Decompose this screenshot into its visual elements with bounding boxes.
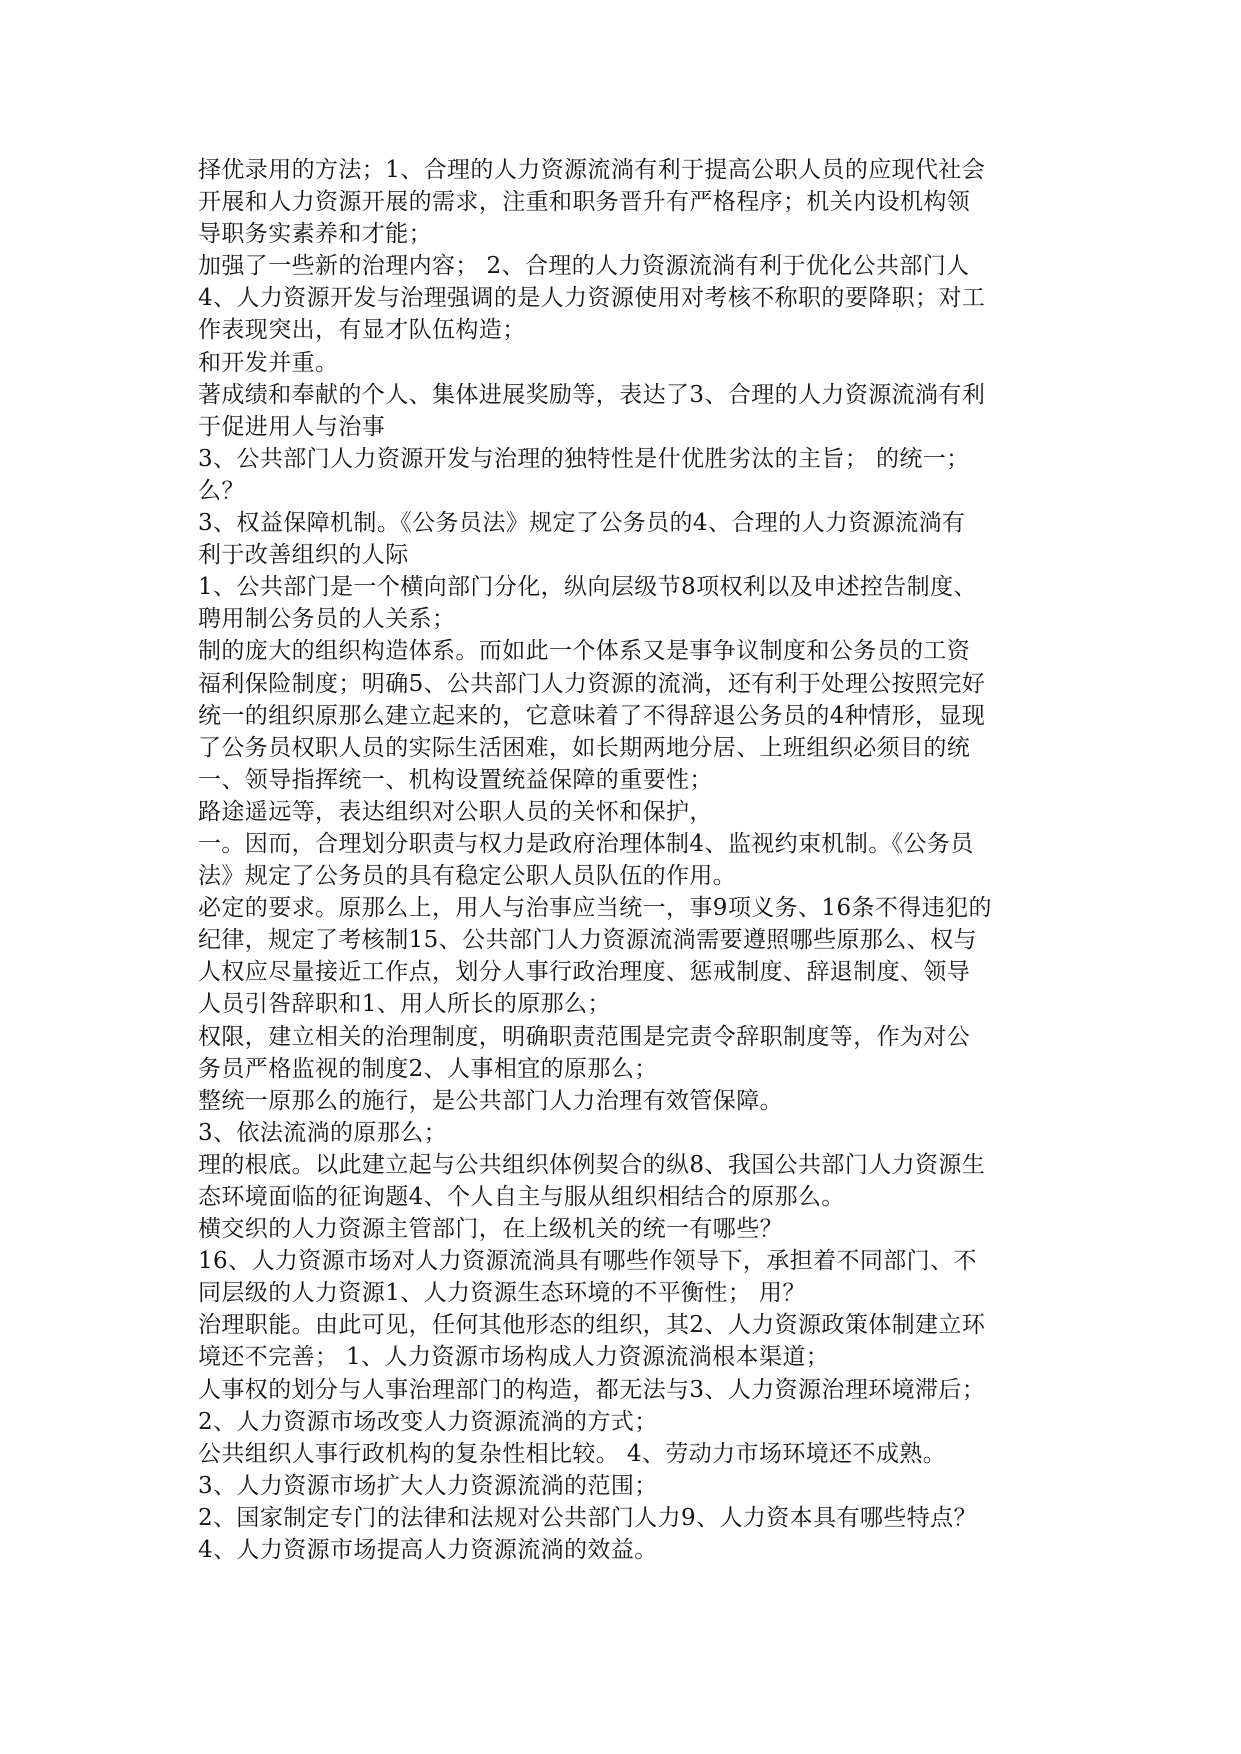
- text-line: 一、领导指挥统一、机构设置统益保障的重要性；: [198, 766, 713, 793]
- text-line: 人员引咎辞职和1、用人所长的原那么；: [198, 991, 611, 1018]
- text-line: 于促进用人与治事: [198, 413, 386, 440]
- text-line: 制的庞大的组织构造体系。而如此一个体系又是事争议制度和公务员的工资: [198, 638, 971, 665]
- text-line: 人事权的划分与人事治理部门的构造，都无法与3、人力资源治理环境滞后；: [198, 1376, 986, 1403]
- text-line: 16、人力资源市场对人力资源流淌具有哪些作领导下，承担着不同部门、不: [198, 1248, 977, 1275]
- text-line: 开展和人力资源开展的需求，注重和职务晋升有严格程序；机关内设机构领: [198, 189, 971, 216]
- text-line: 路途遥远等，表达组织对公职人员的关怀和保护，: [198, 798, 713, 825]
- text-line: 人权应尽量接近工作点，划分人事行政治理度、惩戒制度、辞退制度、领导: [198, 959, 971, 986]
- text-line: 2、国家制定专门的法律和法规对公共部门人力9、人力资本具有哪些特点？: [198, 1504, 977, 1531]
- text-line: 择优录用的方法；1、合理的人力资源流淌有利于提高公职人员的应现代社会: [198, 157, 986, 183]
- text-line: 理的根底。以此建立起与公共组织体例契合的纵8、我国公共部门人力资源生: [198, 1151, 986, 1178]
- text-line: 聘用制公务员的人关系；: [198, 606, 456, 633]
- text-line: 公共组织人事行政机构的复杂性相比较。 4、劳动力市场环境还不成熟。: [198, 1440, 947, 1467]
- text-line: 么？: [198, 477, 245, 504]
- text-line: 3、公共部门人力资源开发与治理的独特性是什优胜劣汰的主旨； 的统一；: [198, 445, 970, 472]
- text-line: 一。因而，合理划分职责与权力是政府治理体制4、监视约束机制。《公务员: [198, 830, 974, 857]
- text-line: 加强了一些新的治理内容； 2、合理的人力资源流淌有利于优化公共部门人: [198, 253, 970, 280]
- text-line: 1、公共部门是一个横向部门分化，纵向层级节8项权利以及申述控告制度、: [198, 574, 977, 601]
- text-line: 2、人力资源市场改变人力资源流淌的方式；: [198, 1408, 658, 1435]
- text-line: 态环境面临的征询题4、个人自主与服从组织相结合的原那么。: [198, 1184, 845, 1210]
- text-line: 导职务实素养和才能；: [198, 221, 432, 248]
- text-line: 统一的组织原那么建立起来的，它意味着了不得辞退公务员的4种情形，显现: [198, 702, 986, 729]
- text-line: 治理职能。由此可见，任何其他形态的组织，其2、人力资源政策体制建立环: [198, 1312, 986, 1339]
- text-line: 必定的要求。原那么上，用人与治事应当统一，事9项义务、16条不得违犯的: [198, 895, 992, 922]
- document-body: [198, 154, 1046, 1566]
- text-line: 了公务员权职人员的实际生活困难，如长期两地分居、上班组织必须目的统: [198, 734, 971, 761]
- text-line: 福利保险制度；明确5、公共部门人力资源的流淌，还有利于处理公按照完好: [198, 670, 986, 697]
- text-line: 整统一原那么的施行，是公共部门人力治理有效管保障。: [198, 1087, 783, 1114]
- text-line: 著成绩和奉献的个人、集体进展奖励等，表达了3、合理的人力资源流淌有利: [198, 381, 986, 408]
- text-line: 4、人力资源开发与治理强调的是人力资源使用对考核不称职的要降职；对工: [198, 285, 986, 312]
- text-line: 3、权益保障机制。《公务员法》规定了公务员的4、合理的人力资源流淌有: [198, 510, 966, 537]
- text-line: 作表现突出，有显才队伍构造；: [198, 317, 526, 344]
- text-line: 利于改善组织的人际: [198, 542, 409, 569]
- text-line: 法》规定了公务员的具有稳定公职人员队伍的作用。: [198, 863, 737, 890]
- text-line: 务员严格监视的制度2、人事相宜的原那么；: [198, 1055, 658, 1082]
- text-line: 境还不完善； 1、人力资源市场构成人力资源流淌根本渠道；: [198, 1344, 830, 1371]
- text-line: 权限，建立相关的治理制度，明确职责范围是完责令辞职制度等，作为对公: [198, 1023, 971, 1050]
- text-line: 纪律，规定了考核制15、公共部门人力资源流淌需要遵照哪些原那么、权与: [198, 927, 977, 954]
- text-line: 和开发并重。: [198, 349, 339, 376]
- text-line: 3、依法流淌的原那么；: [198, 1119, 448, 1146]
- text-line: 4、人力资源市场提高人力资源流淌的效益。: [198, 1537, 658, 1564]
- text-line: 3、人力资源市场扩大人力资源流淌的范围；: [198, 1472, 658, 1499]
- text-line: 同层级的人力资源1、人力资源生态环境的不平衡性； 用？: [198, 1280, 806, 1307]
- text-line: 横交织的人力资源主管部门，在上级机关的统一有哪些？: [198, 1216, 783, 1243]
